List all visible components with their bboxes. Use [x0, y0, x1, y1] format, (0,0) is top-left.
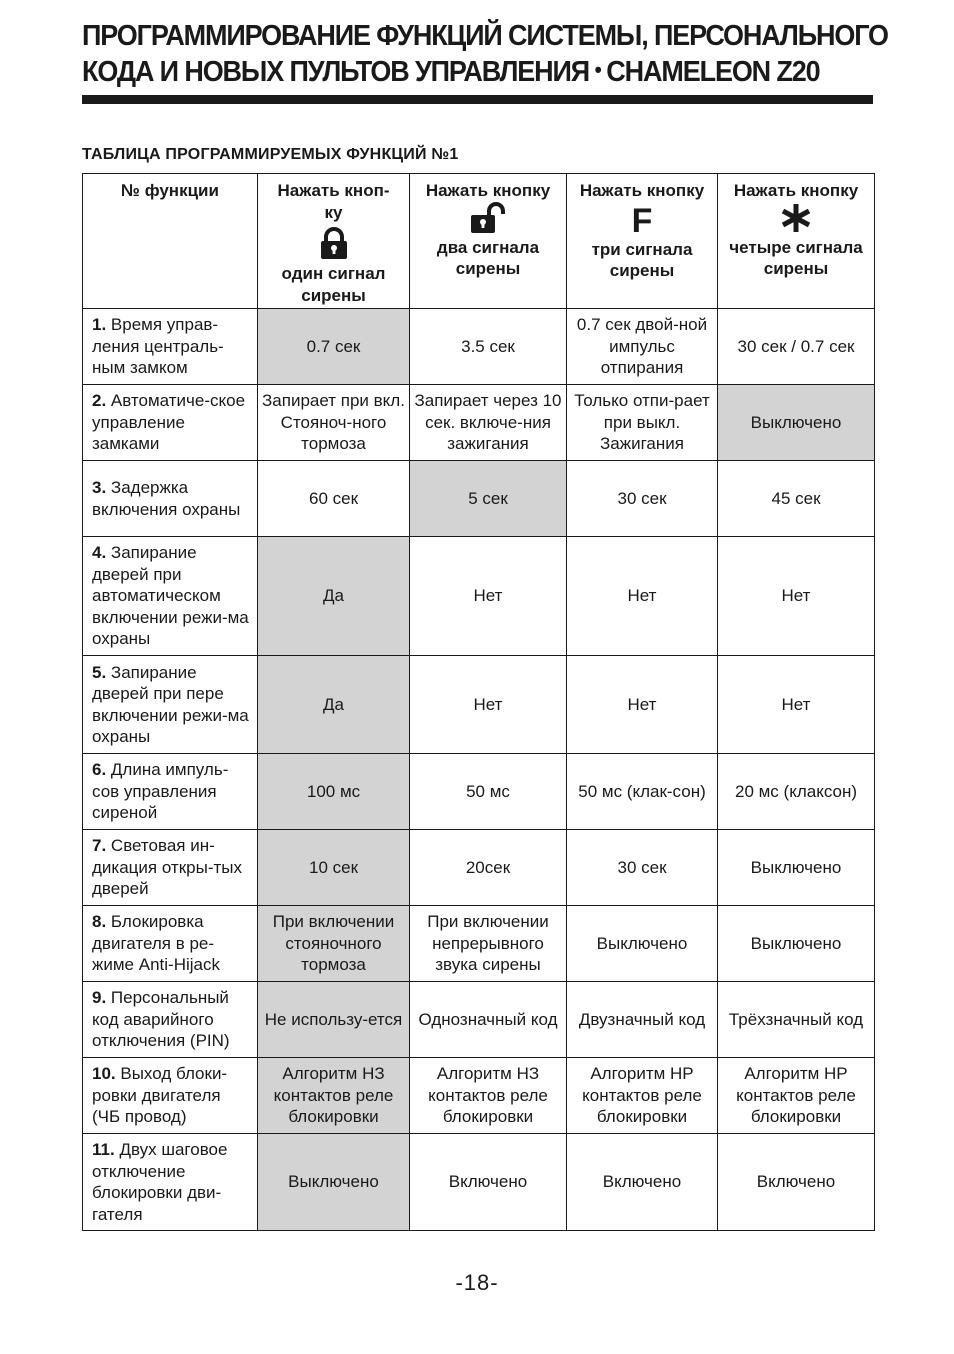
- header-button-asterisk: [718, 174, 875, 309]
- value-cell: 0.7 сек: [258, 309, 410, 385]
- function-name: Запирание дверей при автоматическом включении режи-ма охраны: [92, 543, 249, 649]
- value-cell: Только отпи-рает при выкл. Зажигания: [567, 385, 718, 461]
- function-name-cell: [83, 982, 258, 1058]
- function-name: Блокировка двигателя в ре-жиме Anti-Hijack: [92, 912, 220, 975]
- value-cell: Однозначный код: [410, 982, 567, 1058]
- value-cell: При включении стояночного тормоза: [258, 906, 410, 982]
- table-row: [83, 906, 875, 982]
- value-cell: Алгоритм НР контактов реле блокировки: [567, 1058, 718, 1134]
- title-rule: [82, 95, 873, 104]
- function-number: 3.: [92, 478, 107, 497]
- value-cell: Алгоритм НР контактов реле блокировки: [718, 1058, 875, 1134]
- function-name: Автоматиче-ское управление замками: [92, 391, 246, 454]
- lock-open-icon: [414, 202, 562, 236]
- lock-closed-icon: [262, 226, 405, 262]
- table-row: [83, 982, 875, 1058]
- function-number: 8.: [92, 912, 107, 932]
- title-bullet: •: [594, 57, 601, 82]
- function-name-cell: [83, 309, 258, 385]
- header-signal: три сигнала сирены: [591, 239, 693, 280]
- page-title-line-2-text: КОДА И НОВЫХ ПУЛЬТОВ УПРАВЛЕНИЯ: [82, 56, 590, 88]
- function-number: 5.: [92, 662, 107, 682]
- function-name: Время управ-ления централь-ным замком: [92, 315, 224, 378]
- value-cell: 20сек: [410, 830, 567, 906]
- value-cell: Выключено: [718, 830, 875, 906]
- function-name-cell: [83, 461, 258, 537]
- value-cell: Нет: [718, 537, 875, 656]
- page-number: -18-: [455, 1270, 499, 1295]
- header-signal: четыре сигнала сирены: [729, 237, 863, 278]
- value-cell: 3.5 сек: [410, 309, 567, 385]
- value-cell: Двузначный код: [567, 982, 718, 1058]
- function-name-cell: [83, 537, 258, 656]
- value-cell: Выключено: [567, 906, 718, 982]
- value-cell: 60 сек: [258, 461, 410, 537]
- function-name-cell: [83, 830, 258, 906]
- value-cell: 0.7 сек двой-ной импульс отпирания: [567, 309, 718, 385]
- function-number: 10.: [92, 1064, 116, 1084]
- table-caption: ТАБЛИЦА ПРОГРАММИРУЕМЫХ ФУНКЦИЙ №1: [82, 146, 459, 163]
- value-cell: Алгоритм НЗ контактов реле блокировки: [258, 1058, 410, 1134]
- function-name-cell: [83, 754, 258, 830]
- value-cell: 30 сек: [567, 461, 718, 537]
- function-name: Длина импуль-сов управления сиреной: [92, 760, 229, 823]
- function-number: 4.: [92, 543, 107, 563]
- value-cell: Выключено: [718, 385, 875, 461]
- table-row: [83, 656, 875, 754]
- value-cell: Нет: [718, 656, 875, 754]
- function-name-cell: [83, 1058, 258, 1134]
- value-cell: Нет: [567, 537, 718, 656]
- function-name: Выход блоки-ровки двигателя (ЧБ провод): [92, 1064, 228, 1127]
- header-signal: два сигнала сирены: [436, 237, 540, 278]
- value-cell: Запирает через 10 сек. включе-ния зажигания: [410, 385, 567, 461]
- value-cell: Выключено: [718, 906, 875, 982]
- asterisk-icon: [722, 202, 870, 236]
- table-row: [83, 309, 875, 385]
- value-cell: При включении непрерывного звука сирены: [410, 906, 567, 982]
- value-cell: 50 мс (клак-сон): [567, 754, 718, 830]
- value-cell: 30 сек: [567, 830, 718, 906]
- function-number: 1.: [92, 315, 107, 335]
- value-cell: Нет: [567, 656, 718, 754]
- value-cell: Включено: [567, 1134, 718, 1231]
- function-number: 2.: [92, 391, 107, 411]
- value-cell: Трёхзначный код: [718, 982, 875, 1058]
- function-name-cell: [83, 385, 258, 461]
- value-cell: 45 сек: [718, 461, 875, 537]
- function-name-cell: [83, 906, 258, 982]
- function-number: 11.: [92, 1140, 115, 1159]
- table-row: [83, 1058, 875, 1134]
- value-cell: Нет: [410, 537, 567, 656]
- value-cell: 50 мс: [410, 754, 567, 830]
- value-cell: Включено: [410, 1134, 567, 1231]
- header-button-unlock: [410, 174, 567, 309]
- value-cell: Запирает при вкл. Стояноч-ного тормоза: [258, 385, 410, 461]
- header-signal: один сигнал сирены: [281, 264, 386, 305]
- table-row: [83, 385, 875, 461]
- model-name: CHAMELEON Z20: [606, 56, 820, 88]
- function-name-cell: [83, 656, 258, 754]
- header-function-number: № функции: [83, 174, 258, 309]
- table-row: [83, 1134, 875, 1231]
- page-title-line-2: [82, 54, 826, 92]
- table-row: [83, 461, 875, 537]
- value-cell: Нет: [410, 656, 567, 754]
- header-label: Нажать кнопку: [733, 181, 859, 200]
- function-name: Запирание дверей при пере включении режи-ма охраны: [92, 662, 249, 746]
- function-name: Персональный код аварийного отключения (PIN): [92, 988, 230, 1051]
- header-button-f: [567, 174, 718, 309]
- value-cell: Не использу-ется: [258, 982, 410, 1058]
- value-cell: Алгоритм НЗ контактов реле блокировки: [410, 1058, 567, 1134]
- function-number: 7.: [92, 836, 107, 856]
- header-button-lock: [258, 174, 410, 309]
- header-label: Нажать кноп-ку: [277, 181, 390, 222]
- table-body: [83, 309, 875, 1231]
- f-letter-icon: F: [631, 201, 653, 240]
- value-cell: 10 сек: [258, 830, 410, 906]
- table-row: [83, 754, 875, 830]
- value-cell: 5 сек: [410, 461, 567, 537]
- functions-table: [82, 173, 875, 1231]
- value-cell: 100 мс: [258, 754, 410, 830]
- function-name: Задержка включения охраны: [92, 478, 241, 519]
- value-cell: Да: [258, 656, 410, 754]
- function-number: 6.: [92, 760, 107, 780]
- function-name: Двух шаговое отключение блокировки дви-гателя: [92, 1140, 228, 1224]
- table-header-row: [83, 174, 875, 309]
- function-name: Световая ин-дикация откры-тых дверей: [92, 836, 242, 899]
- page-title-line-1: ПРОГРАММИРОВАНИЕ ФУНКЦИЙ СИСТЕМЫ, ПЕРСОНАЛЬНОГО: [82, 20, 888, 52]
- value-cell: 20 мс (клаксон): [718, 754, 875, 830]
- page-title: [82, 18, 888, 92]
- table-row: [83, 537, 875, 656]
- header-label: Нажать кнопку: [579, 181, 705, 200]
- header-label: Нажать кнопку: [425, 181, 551, 200]
- value-cell: Да: [258, 537, 410, 656]
- value-cell: Включено: [718, 1134, 875, 1231]
- table-row: [83, 830, 875, 906]
- value-cell: Выключено: [258, 1134, 410, 1231]
- value-cell: 30 сек / 0.7 сек: [718, 309, 875, 385]
- function-name-cell: [83, 1134, 258, 1231]
- function-number: 9.: [92, 988, 107, 1008]
